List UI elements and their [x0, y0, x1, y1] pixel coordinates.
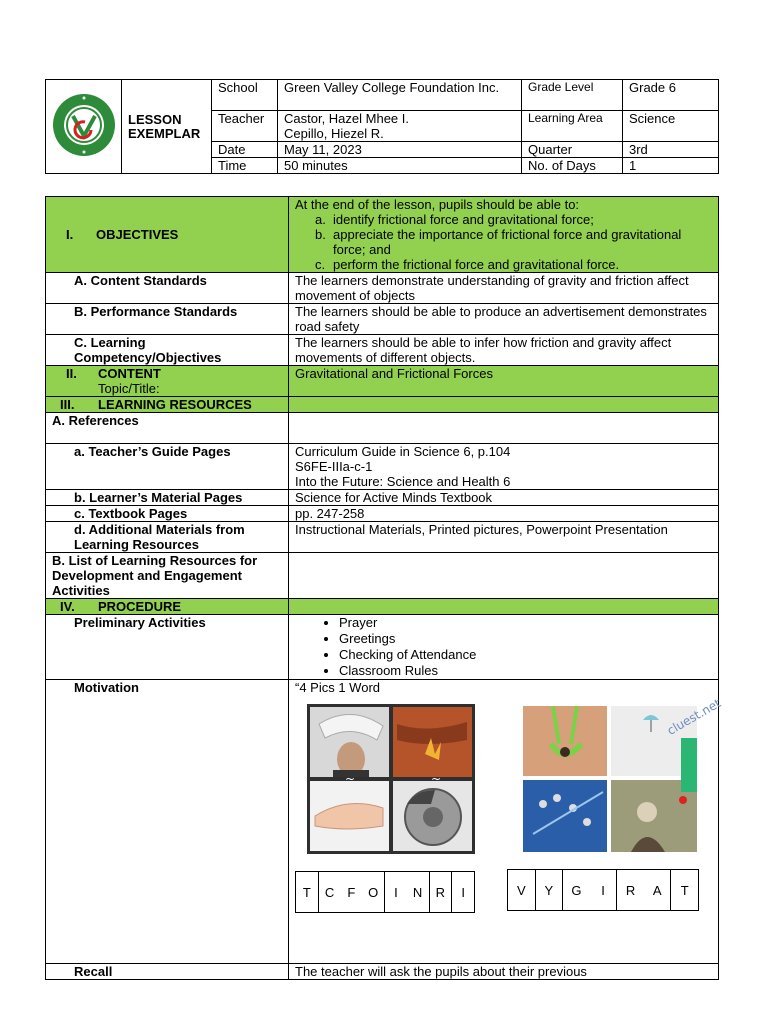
grade-level-label: Grade Level: [522, 80, 623, 111]
additional-materials-value: Instructional Materials, Printed pictures, Powerpoint Presentation: [289, 522, 719, 553]
letter-tile: R: [429, 872, 452, 912]
preliminary-activities-list: [289, 615, 719, 680]
additional-materials-label: d. Additional Materials from Learning Resources: [46, 522, 289, 553]
references-value: [289, 413, 719, 444]
days-label: No. of Days: [522, 158, 623, 174]
letter-tile: I: [384, 872, 407, 912]
quarter-value: 3rd: [623, 142, 719, 158]
teacher-value: Castor, Hazel Mhee I. Cepillo, Hiezel R.: [278, 111, 522, 142]
content-topic-value: Gravitational and Frictional Forces: [289, 366, 719, 397]
letter-tiles-gravity: [507, 869, 699, 911]
performance-standards-label: B. Performance Standards: [46, 304, 289, 335]
date-value: May 11, 2023: [278, 142, 522, 158]
list-item: • Classroom Rules: [339, 663, 712, 679]
school-value: Green Valley College Foundation Inc.: [278, 80, 522, 111]
teacher-label: Teacher: [212, 111, 278, 142]
letter-tile: A: [652, 882, 662, 898]
gravity-pictures: [523, 695, 724, 854]
letter-tile: V: [516, 882, 526, 898]
time-label: Time: [212, 158, 278, 174]
content-heading: II. CONTENT Topic/Title:: [46, 366, 289, 397]
letter-tile: C: [318, 872, 341, 912]
procedure-heading: IV. PROCEDURE: [46, 599, 289, 615]
procedure-value: [289, 599, 719, 615]
letter-tile: F: [347, 884, 356, 900]
content-standards-label: A. Content Standards: [46, 273, 289, 304]
learning-area-label: Learning Area: [522, 111, 623, 142]
time-value: 50 minutes: [278, 158, 522, 174]
objective-item: b. appreciate the importance of frictional force and gravitational force; and: [315, 227, 682, 257]
list-item: • Checking of Attendance: [339, 647, 712, 663]
quarter-label: Quarter: [522, 142, 623, 158]
textbook-pages-label: c. Textbook Pages: [46, 506, 289, 522]
letter-tile: Y: [535, 870, 563, 910]
school-label: School: [212, 80, 278, 111]
objective-item: a. identify frictional force and gravitational force;: [315, 212, 594, 227]
learners-material-value: Science for Active Minds Textbook: [289, 490, 719, 506]
letter-tile: T: [670, 870, 698, 910]
letter-tile: I: [451, 872, 474, 912]
days-value: 1: [623, 158, 719, 174]
svg-text:~: ~: [345, 772, 356, 786]
motivation-text: “4 Pics 1 Word: [295, 680, 381, 695]
svg-text:~: ~: [431, 772, 442, 786]
school-logo: [51, 92, 117, 158]
list-item: • Prayer: [339, 615, 712, 631]
watermark-text: cluest.net: [664, 695, 724, 738]
learning-resources-heading: III. LEARNING RESOURCES: [46, 397, 289, 413]
lesson-header-table: [45, 79, 719, 174]
teachers-guide-label: a. Teacher’s Guide Pages: [46, 444, 289, 490]
recall-value: The teacher will ask the pupils about their previous: [289, 964, 719, 980]
letter-tile: R: [616, 870, 644, 910]
letter-tile: I: [601, 882, 605, 898]
motivation-label: Motivation: [46, 680, 289, 964]
learning-resources-value: [289, 397, 719, 413]
learning-competency-label: C. Learning Competency/Objectives: [46, 335, 289, 366]
letter-tile: T: [302, 884, 311, 900]
content-standards-value: The learners demonstrate understanding of gravity and friction affect movement of objects: [289, 273, 719, 304]
lesson-body-table: [45, 196, 724, 980]
letter-tile: N: [412, 884, 423, 900]
learning-area-value: Science: [623, 111, 719, 142]
list-of-resources-label: B. List of Learning Resources for Development and Engagement Activities: [46, 553, 289, 599]
list-item: • Greetings: [339, 631, 712, 647]
motivation-content: [289, 680, 724, 964]
learners-material-label: b. Learner’s Material Pages: [46, 490, 289, 506]
recall-label: Recall: [46, 964, 289, 980]
grade-level-value: Grade 6: [623, 80, 719, 111]
objectives-heading: I. OBJECTIVES: [46, 197, 289, 273]
list-of-resources-value: [289, 553, 719, 599]
performance-standards-value: The learners should be able to produce an advertisement demonstrates road safety: [289, 304, 719, 335]
objectives-list: At the end of the lesson, pupils should be able to: a. identify frictional force and gravitational force; b. appreciate the importance of frictional force and gravitational force; and c. perform the frictional force and gravitational force.: [289, 197, 719, 273]
textbook-pages-value: pp. 247-258: [289, 506, 719, 522]
objective-item: c. perform the frictional force and gravitational force.: [315, 257, 620, 272]
teachers-guide-value: Curriculum Guide in Science 6, p.104 S6FE-IIIa-c-1 Into the Future: Science and Health 6: [289, 444, 719, 490]
friction-pictures: [307, 704, 475, 854]
letter-tiles-friction: [295, 871, 475, 913]
date-label: Date: [212, 142, 278, 158]
references-label: A. References: [46, 413, 289, 444]
lesson-exemplar-title: LESSON EXEMPLAR: [122, 80, 212, 174]
letter-tile: O: [368, 884, 379, 900]
school-logo-cell: [46, 80, 122, 174]
preliminary-activities-label: Preliminary Activities: [46, 615, 289, 680]
letter-tile: G: [562, 870, 590, 910]
learning-competency-value: The learners should be able to infer how friction and gravity affect movements of different objects.: [289, 335, 719, 366]
